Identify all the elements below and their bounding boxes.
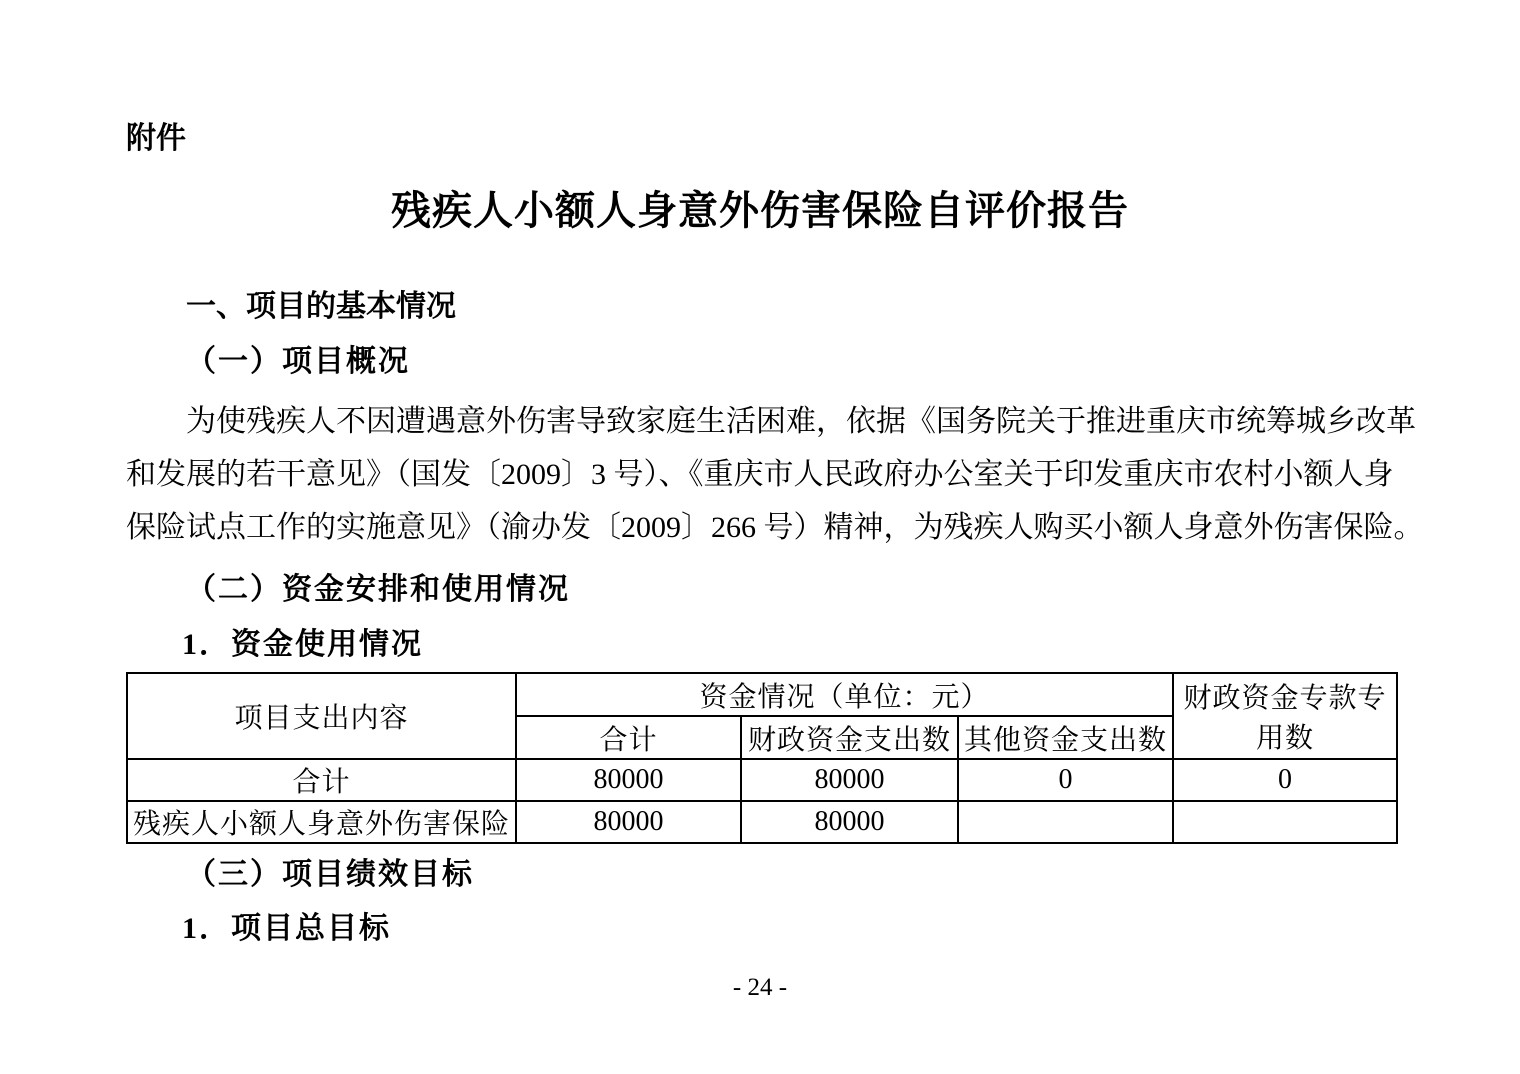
table-row (127, 801, 1397, 843)
row-fiscal-cell: 80000 (741, 801, 958, 843)
heading-overall-target: 1．项目总目标 (182, 912, 391, 945)
heading-project-overview: （一）项目概况 (186, 345, 410, 378)
row-earmarked-cell: 0 (1173, 759, 1397, 801)
row-name-cell: 合计 (127, 759, 516, 801)
heading-funds-usage: 1．资金使用情况 (182, 628, 423, 661)
funds-usage-table (126, 672, 1398, 844)
attachment-label: 附件 (126, 122, 186, 155)
row-total-cell: 80000 (516, 801, 741, 843)
row-name-cell: 残疾人小额人身意外伤害保险 (127, 801, 516, 843)
page-number: - 24 - (732, 974, 788, 1001)
row-other-cell (958, 801, 1173, 843)
table-header-fiscal-spend: 财政资金支出数 (741, 716, 958, 759)
paragraph-line: 保险试点工作的实施意见》（渝办发〔2009〕266 号）精神，为残疾人购买小额人身意外伤害保险。 (126, 511, 1424, 544)
overview-paragraph (126, 395, 1424, 554)
heading-funds-arrangement: （二）资金安排和使用情况 (186, 573, 570, 606)
paragraph-line: 为使残疾人不因遭遇意外伤害导致家庭生活困难，依据《国务院关于推进重庆市统筹城乡改革 (186, 405, 1416, 438)
table-header-project-content: 项目支出内容 (127, 673, 516, 759)
heading-performance-targets: （三）项目绩效目标 (186, 858, 474, 891)
heading-basic-info: 一、项目的基本情况 (186, 290, 456, 323)
table-header-earmarked: 财政资金专款专用数 (1173, 673, 1397, 759)
row-fiscal-cell: 80000 (741, 759, 958, 801)
table-header-other-spend: 其他资金支出数 (958, 716, 1173, 759)
table-header-total: 合计 (516, 716, 741, 759)
paragraph-line: 和发展的若干意见》（国发〔2009〕3 号）、《重庆市人民政府办公室关于印发重庆市农村小额人身 (126, 458, 1394, 491)
row-total-cell: 80000 (516, 759, 741, 801)
table-header-funds-group: 资金情况（单位：元） (516, 673, 1173, 716)
row-earmarked-cell (1173, 801, 1397, 843)
document-title: 残疾人小额人身意外伤害保险自评价报告 (391, 188, 1129, 233)
row-other-cell: 0 (958, 759, 1173, 801)
table-row (127, 759, 1397, 801)
